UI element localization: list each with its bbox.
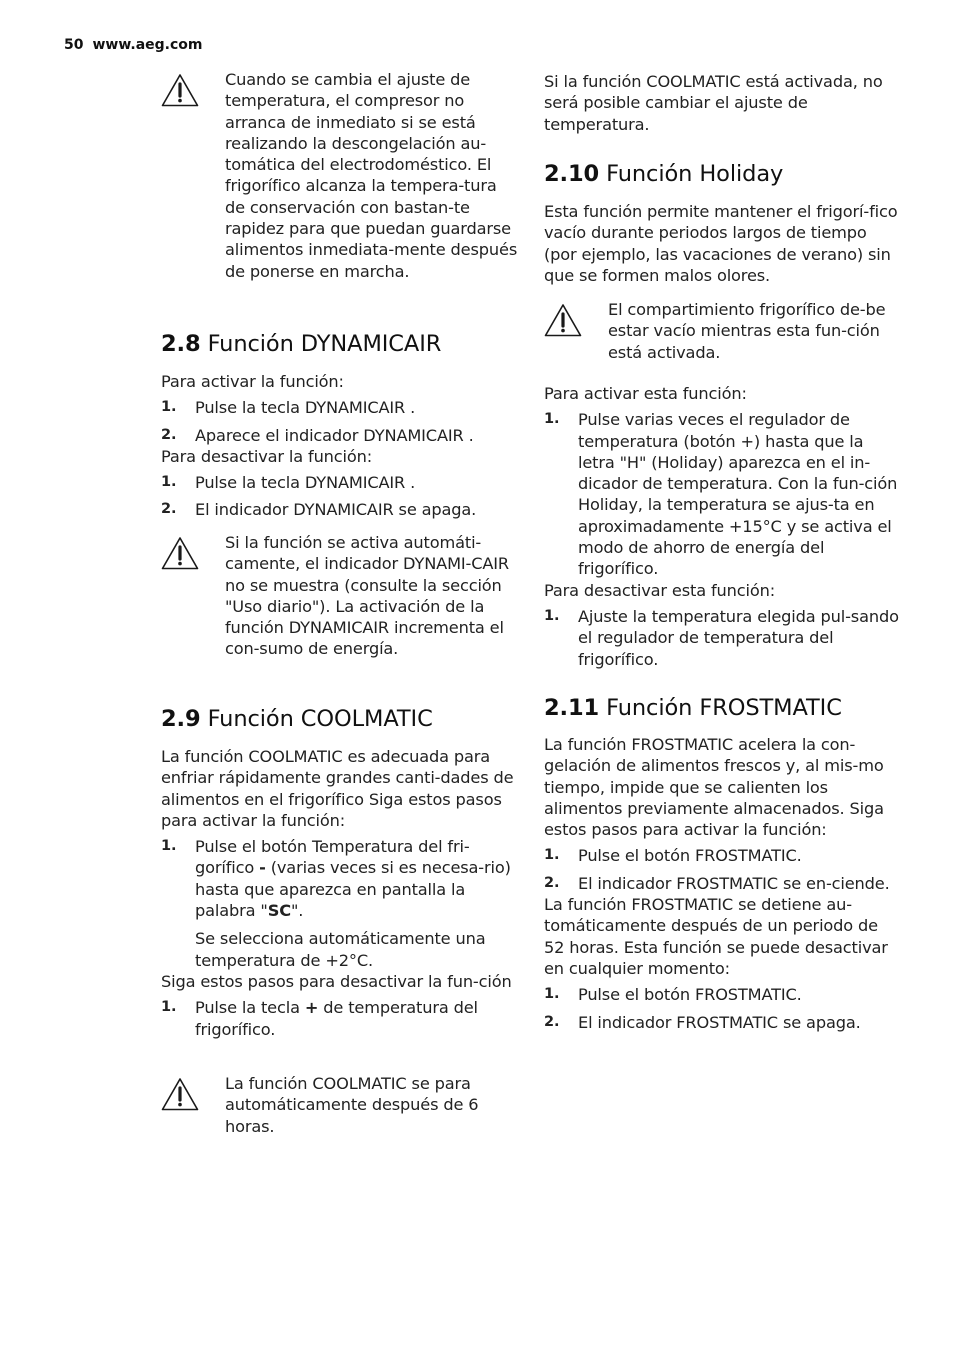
warning-coolmatic [161,1073,519,1137]
warning-compressor [161,69,519,282]
holiday-intro: Esta función permite mantener el frigorí-fico vacío durante periodos largos de tiempo (por ejemplo, las vacaciones de verano) sin que se formen malos olores. [544,202,898,285]
dynamicair-instructions [161,371,519,521]
activate-intro: Para activar esta función: [544,384,747,403]
section-heading-frostmatic: 2.11 Función FROSTMATIC [544,695,842,721]
section-heading-coolmatic: 2.9 Función COOLMATIC [161,706,433,732]
step-note: Se selecciona automáticamente una temperatura de +2°C. [195,929,486,970]
page-header [64,37,203,53]
deactivate-intro: Para desactivar esta función: [544,580,775,600]
warning-triangle-icon [544,303,582,337]
section-heading-dynamicair: 2.8 Función DYNAMICAIR [161,331,442,357]
list-item: 1. Pulse el botón FROSTMATIC. [544,846,802,866]
list-item: 2. Aparece el indicador DYNAMICAIR . [161,425,474,445]
warning-holiday [544,299,900,363]
list-item: 2. El indicador FROSTMATIC se en-ciende. [544,873,890,893]
warning-triangle-icon [161,536,199,570]
activate-steps [161,836,519,921]
list-item: 1. Pulse la tecla DYNAMICAIR . [161,473,416,493]
activate-steps [544,845,900,894]
deactivate-intro: Para desactivar la función: [161,446,373,466]
page-number: 50 [64,37,84,53]
warning-text: El compartimiento frigorífico de-be estar vacío mientras esta fun-ción está activada. [608,300,886,362]
activate-intro: Para activar la función: [161,372,344,391]
holiday-instructions [544,383,900,670]
list-item: 1. Pulse la tecla + de temperatura del frigorífico. [161,998,478,1039]
section-heading-holiday: 2.10 Función Holiday [544,161,784,187]
frostmatic-instructions [544,734,900,1033]
list-item: 1. Pulse la tecla DYNAMICAIR . [161,398,416,418]
list-item: 1. Pulse el botón FROSTMATIC. [544,985,802,1005]
deactivate-steps [544,606,900,670]
warning-triangle-icon [161,1077,199,1111]
website-url[interactable]: www.aeg.com [92,37,203,53]
coolmatic-instructions [161,746,519,1040]
warning-text: La función COOLMATIC se para automáticamente después de 6 horas. [225,1074,479,1136]
deactivate-intro: Siga estos pasos para desactivar la fun-ción [161,971,512,991]
activate-steps [161,397,519,446]
list-item: 1. Ajuste la temperatura elegida pul-sando el regulador de temperatura del frigorífico. [544,606,899,669]
list-item: 2. El indicador DYNAMICAIR se apaga. [161,500,477,520]
deactivate-steps [161,997,519,1040]
warning-text: Cuando se cambia el ajuste de temperatura, el compresor no arranca de inmediato si se está realizando la descongelación au-tomática del electrodoméstico. El frigorífico alcanza la tempera-tura de conservación con bastan-te rapidez para que puedan guardarse alimentos inmediata-mente después de ponerse en marcha. [225,70,518,281]
warning-dynamicair [161,532,519,660]
deactivate-steps [161,472,519,521]
warning-triangle-icon [161,73,199,107]
list-item: 1. Pulse el botón Temperatura del fri-gorífico - (varias veces si es necesa-rio) hasta que aparezca en pantalla la palabra "SC". [161,837,511,921]
warning-text: Si la función se activa automáti-camente, el indicador DYNAMI-CAIR no se muestra (consulte la sección "Uso diario"). La activación de la función DYNAMICAIR incrementa el con-sumo de energía. [225,533,510,659]
frostmatic-auto-stop: La función FROSTMATIC se detiene au-tomáticamente después de un periodo de 52 horas. Esta función se puede desactivar en cualquier momento: [544,895,888,978]
activate-steps [544,409,900,579]
list-item: 1. Pulse varias veces el regulador de temperatura (botón +) hasta que la letra "H" (Holiday) aparezca en el in-dicador de temperatura. Con la fun-ción Holiday, la temperatura se ajus-ta en aproximadamente +15°C y se activa el modo de ahorro de energía del frigorífico. [544,410,898,579]
list-item: 2. El indicador FROSTMATIC se apaga. [544,1012,861,1032]
coolmatic-note: Si la función COOLMATIC está activada, no será posible cambiar el ajuste de temperatura. [544,72,883,134]
coolmatic-intro: La función COOLMATIC es adecuada para enfriar rápidamente grandes canti-dades de alimentos en el frigorífico Siga estos pasos para activar la función: [161,747,514,830]
frostmatic-intro: La función FROSTMATIC acelera la con-gelación de alimentos frescos y, al mis-mo tiempo, impide que se calienten los alimentos previamente almacenados. Siga estos pasos para activar la función: [544,735,884,840]
deactivate-steps [544,984,900,1033]
